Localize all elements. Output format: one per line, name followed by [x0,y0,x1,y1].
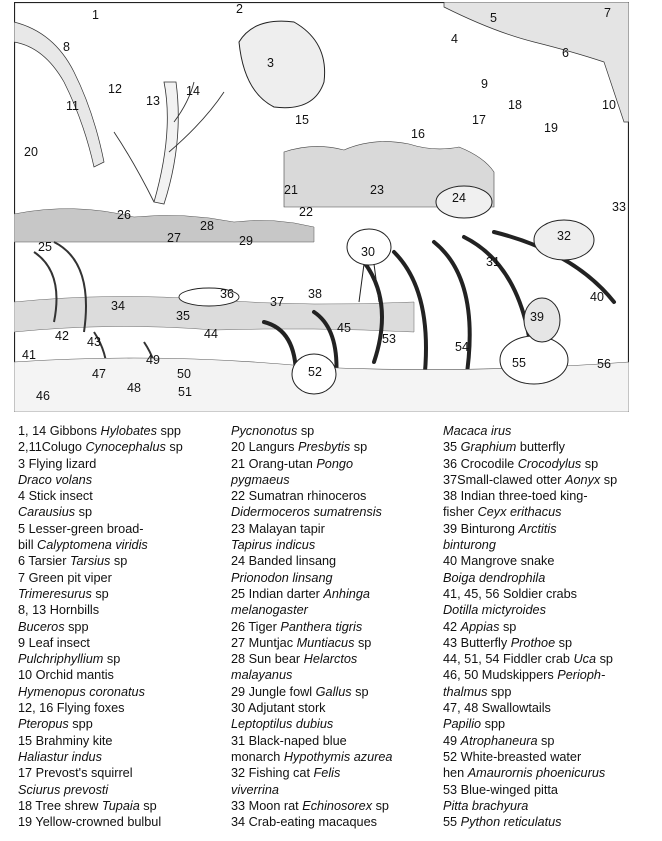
species-key-line [18,798,183,814]
figure-number-label: 29 [239,234,253,248]
key-text: 1, 14 Gibbons [18,424,101,438]
species-key-line [231,700,392,716]
figure-number-label: 45 [337,321,351,335]
figure-number-label: 20 [24,145,38,159]
figure-number-label: 46 [36,389,50,403]
big-leaf-3 [239,21,325,108]
figure-number-label: 41 [22,348,36,362]
species-key-line [18,782,183,798]
key-text: sp [91,586,109,601]
figure-number-label: 47 [92,367,106,381]
species-key-line [231,782,392,798]
scientific-name: Presbytis [298,440,351,455]
scientific-name: Hypothymis azurea [283,749,393,764]
figure-number-label: 22 [299,205,313,219]
key-text: 10 Orchid mantis [18,668,114,683]
key-text: sp [351,684,369,699]
scientific-name: Pitta brachyura [443,798,529,813]
species-key-line [443,570,617,586]
key-text: 3 Flying lizard [18,456,97,471]
figure-number-label: 38 [308,287,322,301]
species-key-line [443,635,617,651]
figure-number-label: 7 [604,6,611,20]
scientific-name: Pycnonotus [231,424,298,438]
distant-treeline [14,209,314,242]
scientific-name: Prothoe [510,635,556,650]
species-key-line [443,667,617,683]
key-text: 29 Jungle fowl [231,684,316,699]
scientific-name: Atrophaneura [460,733,538,748]
python-coil [500,336,568,384]
figure-number-label: 27 [167,231,181,245]
species-key-line [18,716,183,732]
key-text: 9 Leaf insect [18,635,90,650]
key-text: spp [68,717,93,732]
key-text: 15 Brahminy kite [18,733,113,748]
key-text: 19 Yellow-crowned bulbul [18,815,162,830]
figure-number-label: 26 [117,208,131,222]
scientific-name: Echinosorex [302,798,373,813]
figure-number-label: 18 [508,98,522,112]
figure-number-label: 10 [602,98,616,112]
scientific-name: Buceros [18,619,65,634]
key-text: 34 Crab-eating macaques [231,815,377,830]
scientific-name: Draco volans [18,472,93,487]
species-key-line [18,504,183,520]
key-text: 7 Green pit viper [18,570,112,585]
key-text: 28 Sun bear [231,652,304,667]
species-key-line [231,537,392,553]
figure-number-label: 54 [455,340,469,354]
scientific-name: Dotilla mictyroides [443,603,546,618]
species-key-line [18,553,183,569]
figure-number-label: 9 [481,77,488,91]
figure-number-label: 55 [512,356,526,370]
scientific-name: pygmaeus [231,472,290,487]
scientific-name: Trimeresurus [18,586,92,601]
species-key-line [443,782,617,798]
key-text: 12, 16 Flying foxes [18,701,125,716]
figure-number-label: 53 [382,332,396,346]
key-text: butterfly [516,440,566,455]
species-key-line [443,586,617,602]
species-key-line [231,798,392,814]
species-key-line [231,456,392,472]
scientific-name: Panthera tigris [280,619,363,634]
scientific-name: Helarctos [303,652,358,667]
figure-number-label: 48 [127,381,141,395]
species-key-column-2 [231,423,392,830]
scientific-name: Pulchriphyllium [18,652,104,667]
figure-number-label: 21 [284,183,298,197]
figure-number-label: 35 [176,309,190,323]
species-key-line [231,553,392,569]
key-text: 52 White-breasted water [443,749,582,764]
scientific-name: Gallus [315,684,352,699]
mangrove-forest-illustration [14,2,629,412]
key-text: fisher [443,505,478,520]
key-text: 41, 45, 56 Soldier crabs [443,586,578,601]
figure-number-label: 2 [236,2,243,16]
figure-number-label: 50 [177,367,191,381]
scientific-name: Hylobates [100,424,157,438]
figure-number-label: 33 [612,200,626,214]
scientific-name: Felis [313,766,341,781]
key-text: sp [555,635,573,650]
species-key-line [231,439,392,455]
scientific-name: Crocodylus [517,456,582,471]
key-text: spp [64,619,89,634]
species-key-line [18,684,183,700]
key-text: sp [165,440,183,455]
key-text: 53 Blue-winged pitta [443,782,558,797]
scientific-name: Arctitis [518,521,557,536]
species-key-line [443,553,617,569]
species-key-line [18,602,183,618]
scientific-name: Tupaia [101,798,140,813]
species-key-line [443,814,617,830]
species-key-line [18,521,183,537]
key-text: 18 Tree shrew [18,798,102,813]
species-key-line [18,619,183,635]
species-key-line [231,765,392,781]
scientific-name: binturong [443,538,496,553]
species-key-line [231,667,392,683]
species-key-line [443,488,617,504]
scientific-name: Papilio [443,717,482,732]
species-key-line [443,439,617,455]
scientific-name: Python reticulatus [460,815,562,830]
species-key-line [231,749,392,765]
species-key-line [18,488,183,504]
figure-number-label: 17 [472,113,486,127]
species-key-line [443,733,617,749]
species-key-line [443,504,617,520]
figure-number-label: 14 [186,84,200,98]
scientific-name: Cynocephalus [85,440,166,455]
species-key-line [18,537,183,553]
key-text: sp [297,424,315,438]
species-key-line [18,667,183,683]
species-key-line [443,537,617,553]
key-text: sp [537,733,555,748]
species-key-line [18,635,183,651]
key-text: sp [75,505,93,520]
figure-number-label: 4 [451,32,458,46]
species-key-line [231,472,392,488]
key-text: monarch [231,749,284,764]
species-key-line [18,456,183,472]
key-text: 42 [443,619,461,634]
figure-number-label: 42 [55,329,69,343]
key-text: sp [581,456,599,471]
species-key-line [443,749,617,765]
scientific-name: Anhinga [323,586,370,601]
species-key-line [443,423,617,439]
key-text: sp [139,798,157,813]
scientific-name: Perioph- [557,668,606,683]
scientific-name: Tarsius [69,554,111,569]
key-text: 4 Stick insect [18,489,93,504]
species-key-line [18,586,183,602]
scientific-name: Pteropus [18,717,69,732]
key-text: sp [110,554,128,569]
scientific-name: Graphium [460,440,517,455]
key-text: 33 Moon rat [231,798,303,813]
key-text: 5 Lesser-green broad- [18,521,144,536]
species-key-line [231,586,392,602]
key-text: spp [481,717,506,732]
species-key-line [231,619,392,635]
species-key-line [231,504,392,520]
figure-number-label: 5 [490,11,497,25]
species-key-line [18,733,183,749]
scientific-name: Uca [573,652,597,667]
species-key-line [443,765,617,781]
key-text: 39 Binturong [443,521,519,536]
species-key-line [18,749,183,765]
key-text: 35 [443,440,461,455]
key-text: 44, 51, 54 Fiddler crab [443,652,574,667]
scientific-name: malayanus [231,668,293,683]
scientific-name: Leptoptilus dubius [231,717,334,732]
figure-number-label: 36 [220,287,234,301]
key-text: 31 Black-naped blue [231,733,347,748]
key-text: 38 Indian three-toed king- [443,489,588,504]
figure-number-label: 52 [308,365,322,379]
scientific-name: Haliastur indus [18,749,102,764]
scientific-name: Macaca irus [443,424,512,438]
key-text: 20 Langurs [231,440,299,455]
species-key-line [443,619,617,635]
key-text: sp [499,619,517,634]
species-key-line [443,651,617,667]
species-key-line [231,716,392,732]
scientific-name: Tapirus indicus [231,538,316,553]
scientific-name: melanogaster [231,603,308,618]
key-text: sp [596,652,613,667]
figure-number-label: 39 [530,310,544,324]
scientific-name: Appias [460,619,500,634]
figure-number-label: 24 [452,191,466,205]
figure-number-label: 23 [370,183,384,197]
key-text: 26 Tiger [231,619,281,634]
species-key-line [231,814,392,830]
species-key-line [18,765,183,781]
key-text: 24 Banded linsang [231,554,337,569]
species-key-line [18,651,183,667]
figure-number-label: 3 [267,56,274,70]
figure-number-label: 51 [178,385,192,399]
species-key-column-1 [18,423,183,830]
species-key-line [18,439,183,455]
key-text: 37Small-clawed otter [443,472,565,487]
species-key-line [443,716,617,732]
figure-number-label: 34 [111,299,125,313]
figure-number-label: 6 [562,46,569,60]
key-text: hen [443,766,468,781]
species-key-line [231,423,392,439]
species-key-column-3 [443,423,617,830]
scientific-name: Aonyx [565,472,601,487]
species-key-line [443,700,617,716]
species-key-line [18,423,183,439]
species-key-line [443,456,617,472]
figure-number-label: 37 [270,295,284,309]
scientific-name: Boiga dendrophila [443,570,546,585]
key-text: 25 Indian darter [231,586,324,601]
species-key-line [231,733,392,749]
species-key-line [231,602,392,618]
figure-number-label: 43 [87,335,101,349]
species-key-line [231,684,392,700]
scientific-name: Amaurornis phoenicurus [467,766,606,781]
key-text: 46, 50 Mudskippers [443,668,558,683]
figure-number-label: 49 [146,353,160,367]
species-key-line [18,570,183,586]
scientific-name: Ceyx erithacus [477,505,562,520]
figure-number-label: 25 [38,240,52,254]
figure-number-label: 19 [544,121,558,135]
key-text: 8, 13 Hornbills [18,603,100,618]
key-text: 30 Adjutant stork [231,701,326,716]
scientific-name: Calyptomena viridis [37,538,148,553]
figure-number-label: 28 [200,219,214,233]
key-text: 49 [443,733,461,748]
figure-number-label: 1 [92,8,99,22]
key-text: sp [350,440,368,455]
species-key-line [18,472,183,488]
figure-number-label: 56 [597,357,611,371]
key-text: 17 Prevost's squirrel [18,766,133,781]
key-text: 22 Sumatran rhinoceros [231,489,367,504]
figure-number-label: 15 [295,113,309,127]
figure-number-label: 31 [486,255,500,269]
key-text: 21 Orang-utan [231,456,317,471]
figure-number-label: 32 [557,229,571,243]
key-text: 55 [443,815,461,830]
scientific-name: Pongo [316,456,354,471]
key-text: 47, 48 Swallowtails [443,701,551,716]
species-key-line [443,684,617,700]
key-text: spp [487,684,512,699]
scientific-name: thalmus [443,684,488,699]
key-text: 27 Muntjac [231,635,297,650]
species-key-line [443,521,617,537]
key-text: sp [354,635,372,650]
species-key-line [231,651,392,667]
figure-number-label: 13 [146,94,160,108]
scientific-name: Hymenopus coronatus [18,684,145,699]
figure-number-label: 40 [590,290,604,304]
scientific-name: viverrina [231,782,279,797]
key-text: 6 Tarsier [18,554,70,569]
scientific-name: Carausius [18,505,76,520]
key-text: 23 Malayan tapir [231,521,325,536]
species-key-line [443,798,617,814]
key-text: spp [156,424,181,438]
key-text: 40 Mangrove snake [443,554,555,569]
figure-number-label: 12 [108,82,122,96]
species-key-line [231,570,392,586]
scientific-name: Muntiacus [296,635,355,650]
species-key-line [231,635,392,651]
key-text: sp [600,472,618,487]
figure-number-label: 16 [411,127,425,141]
figure-number-label: 30 [361,245,375,259]
figure-number-label: 44 [204,327,218,341]
key-text: 32 Fishing cat [231,766,314,781]
figure-number-label: 8 [63,40,70,54]
scientific-name: Didermoceros sumatrensis [231,505,382,520]
species-key-line [18,700,183,716]
key-text: sp [103,652,121,667]
key-text: sp [372,798,389,813]
scientific-name: Sciurus prevosti [18,782,109,797]
key-text: bill [18,538,38,553]
scientific-name: Prionodon linsang [231,570,333,585]
key-text: 2,11Colugo [18,440,86,455]
species-key-line [231,521,392,537]
key-text: 36 Crocodile [443,456,518,471]
key-text: 43 Butterfly [443,635,511,650]
species-key-line [231,488,392,504]
species-key-line [18,814,183,830]
species-key-line [443,472,617,488]
species-key-line [443,602,617,618]
figure-number-label: 11 [66,99,79,113]
